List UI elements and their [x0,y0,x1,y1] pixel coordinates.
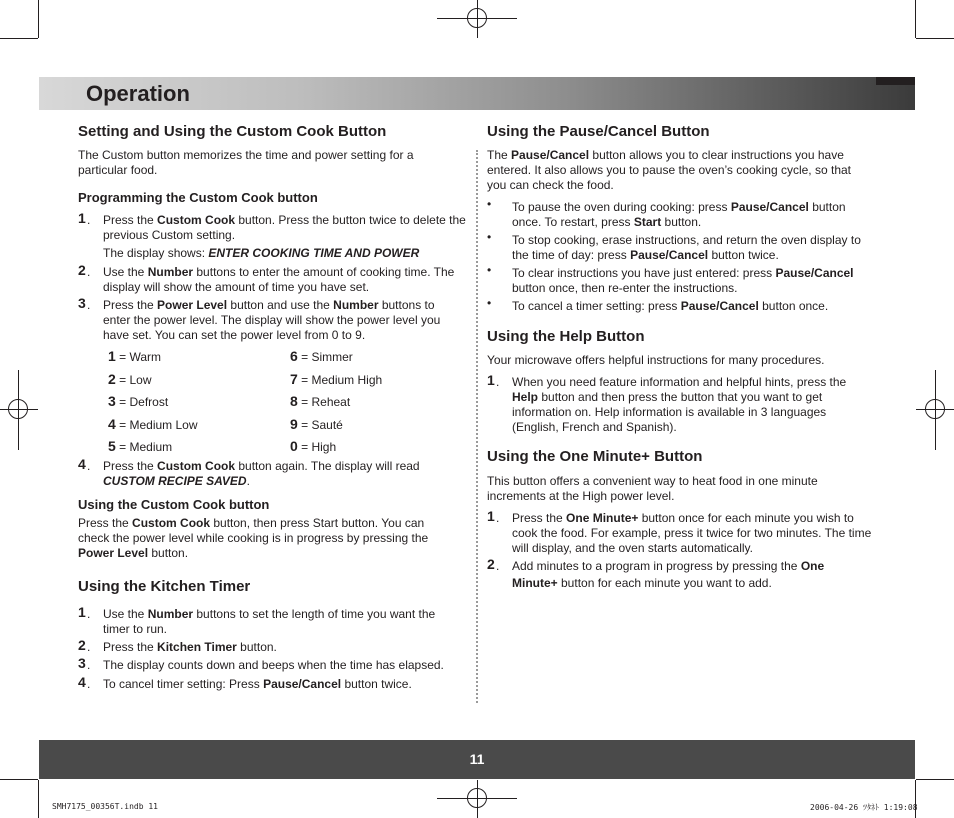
step-number: 2 [78,637,86,653]
one-minute-heading: Using the One Minute+ Button [487,448,703,465]
power-level-item: 2 = Low [108,371,152,387]
step-number: 3 [78,295,86,311]
step-text: The display counts down and beeps when the time has elapsed. [103,658,444,672]
bullet-text: To cancel a timer setting: press Pause/Cancel button once. [512,299,829,313]
column-divider [476,150,478,703]
step-period: . [496,511,500,525]
header-tab [876,77,915,85]
power-level-item: 6 = Simmer [290,348,353,364]
step-text: Press the One Minute+ button once for each minute you wish to cook the food. For example, press it twice for two minutes. The time will display, and the oven starts automatically. [512,511,872,555]
bullet-text: To stop cooking, erase instructions, and return the oven display to the time of day: press Pause/Cancel button twice. [512,233,861,262]
step-text: Press the Custom Cook button again. The display will read CUSTOM RECIPE SAVED. [103,459,420,488]
step-number: 4 [78,674,86,690]
step-number: 1 [78,604,86,620]
one-minute-intro: This button offers a convenient way to heat food in one minute increments at the High power level. [487,474,818,503]
print-slug-right: 2006-04-26 ﾂﾀﾈﾄ 1:19:08 [810,803,918,812]
step-number: 2 [487,556,495,572]
step-number: 1 [487,508,495,524]
crop-mark-top-left-v [38,0,39,38]
crop-mark-top-left-h [0,38,38,39]
using-custom-text: Press the Custom Cook button, then press Start button. You can check the power level while cooking is in progress by pressing the Power Level button. [78,516,429,560]
step-period: . [496,375,500,389]
custom-cook-intro: The Custom button memorizes the time and power setting for a particular food. [78,148,414,177]
bullet-icon: • [487,230,492,244]
step-number: 1 [78,210,86,226]
display-shows: The display shows: ENTER COOKING TIME AND POWER [103,246,420,260]
power-level-item: 0 = High [290,438,337,454]
step-number: 4 [78,456,86,472]
page-title: Operation [86,81,190,106]
step-text: Use the Number buttons to enter the amount of cooking time. The display will show the amount of time you have set. [103,265,455,294]
kitchen-timer-heading: Using the Kitchen Timer [78,578,251,595]
step-period: . [87,459,91,473]
crop-mark-bottom-left-h [0,779,38,780]
step-text: Press the Custom Cook button. Press the button twice to delete the previous Custom setting. [103,213,466,242]
programming-heading: Programming the Custom Cook button [78,190,318,205]
step-period: . [87,658,91,672]
bullet-text: To pause the oven during cooking: press Pause/Cancel button once. To restart, press Start button. [512,200,846,229]
crop-mark-bottom-left-v [38,780,39,818]
step-period: . [87,677,91,691]
power-level-item: 5 = Medium [108,438,173,454]
step-period: . [87,640,91,654]
print-slug-left: SMH7175_00356T.indb 11 [52,802,158,811]
step-text: To cancel timer setting: Press Pause/Cancel button twice. [103,677,412,691]
step-text: Use the Number buttons to set the length of time you want the timer to run. [103,607,436,636]
step-number: 3 [78,655,86,671]
crop-mark-bottom-right-h [916,779,954,780]
using-custom-heading: Using the Custom Cook button [78,497,270,512]
pause-cancel-intro: The Pause/Cancel button allows you to clear instructions you have entered. It also allows you to pause the oven’s cooking cycle, so that you can check the food. [487,148,851,192]
power-level-item: 3 = Defrost [108,393,169,409]
step-period: . [87,213,91,227]
pause-cancel-heading: Using the Pause/Cancel Button [487,123,710,140]
power-level-item: 9 = Sauté [290,416,343,432]
help-heading: Using the Help Button [487,328,645,345]
step-number: 2 [78,262,86,278]
bullet-icon: • [487,197,492,211]
step-text: Add minutes to a program in progress by pressing the One Minute+ button for each minute you want to add. [512,559,825,590]
power-level-item: 8 = Reheat [290,393,351,409]
power-level-item: 4 = Medium Low [108,416,198,432]
step-period: . [496,559,500,573]
help-intro: Your microwave offers helpful instructions for many procedures. [487,353,825,367]
step-period: . [87,607,91,621]
step-number: 1 [487,372,495,388]
step-period: . [87,265,91,279]
page-number: 11 [469,751,485,767]
step-text: When you need feature information and helpful hints, press the Help button and then press the button that you want to get information on. Help information is available in 3 languages (English, French and Spanish). [512,375,847,434]
crop-mark-top-right-v [915,0,916,38]
power-level-item: 1 = Warm [108,348,162,364]
step-text: Press the Kitchen Timer button. [103,640,277,654]
bullet-icon: • [487,296,492,310]
power-level-item: 7 = Medium High [290,371,383,387]
custom-cook-heading: Setting and Using the Custom Cook Button [78,123,387,140]
bullet-text: To clear instructions you have just entered: press Pause/Cancel button once, then re-enter the instructions. [512,266,854,295]
bullet-icon: • [487,263,492,277]
crop-mark-top-right-h [916,38,954,39]
step-period: . [87,298,91,312]
step-text: Press the Power Level button and use the Number buttons to enter the power level. The display will show the power level you have set. You can set the power level from 0 to 9. [103,298,441,342]
